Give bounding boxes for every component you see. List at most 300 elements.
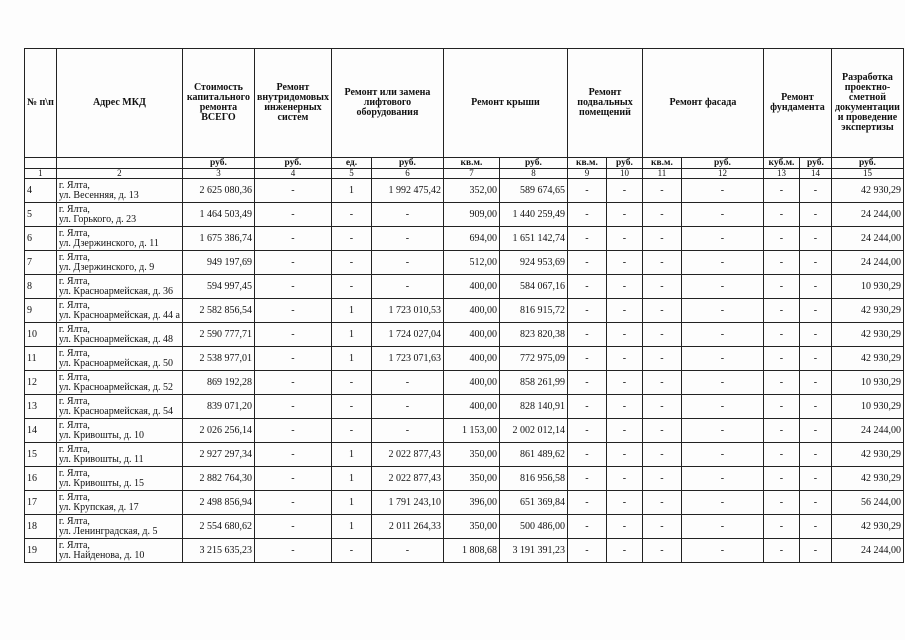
value-cell: - [799,443,831,467]
unit-cell: руб. [799,158,831,169]
value-cell: - [763,467,799,491]
value-cell: - [642,179,681,203]
value-cell: - [642,323,681,347]
unit-cell: ед. [331,158,371,169]
address-cell [56,275,182,299]
col-number: 8 [499,169,567,179]
unit-cell: руб. [371,158,443,169]
value-cell: - [567,491,606,515]
value-cell: 400,00 [443,323,499,347]
col-number: 10 [606,169,642,179]
value-cell: - [567,227,606,251]
value-cell: - [763,347,799,371]
value-cell: 816 915,72 [499,299,567,323]
value-cell: - [681,275,763,299]
value-cell: - [681,347,763,371]
address-cell [56,467,182,491]
col-header-lift: Ремонт или замена лифтового оборудования [331,49,443,158]
value-cell: - [254,203,331,227]
value-cell: 10 930,29 [831,371,903,395]
address-cell [56,203,182,227]
value-cell: - [681,323,763,347]
value-cell: - [254,467,331,491]
value-cell: - [799,491,831,515]
row-number: 6 [25,227,57,251]
value-cell: - [681,443,763,467]
value-cell: 924 953,69 [499,251,567,275]
col-number: 4 [254,169,331,179]
value-cell: - [642,467,681,491]
address-city: г. Ялта, [58,443,90,455]
address-street: ул. Кривошты, д. 15 [58,477,144,489]
value-cell: 858 261,99 [499,371,567,395]
value-cell: - [331,251,371,275]
value-cell: 1 [331,179,371,203]
value-cell: - [371,371,443,395]
value-cell: 400,00 [443,395,499,419]
value-cell: - [567,371,606,395]
value-cell: - [567,347,606,371]
value-cell: - [606,539,642,563]
value-cell: - [606,203,642,227]
col-number: 13 [763,169,799,179]
value-cell: 350,00 [443,515,499,539]
value-cell: 2 498 856,94 [182,491,254,515]
value-cell: - [606,443,642,467]
value-cell: 1 [331,491,371,515]
col-number: 14 [799,169,831,179]
table-body [25,179,904,563]
address-city: г. Ялта, [58,347,90,359]
value-cell: - [371,275,443,299]
col-header-design: Разработка проектно-сметной документации и проведение экспертизы [831,49,903,158]
address-cell [56,371,182,395]
value-cell: 2 022 877,43 [371,443,443,467]
value-cell: - [763,443,799,467]
value-cell: 651 369,84 [499,491,567,515]
value-cell: - [681,251,763,275]
value-cell: - [331,227,371,251]
address-street: ул. Красноармейская, д. 36 [58,285,173,297]
value-cell: - [642,347,681,371]
value-cell: - [642,203,681,227]
value-cell: - [567,323,606,347]
address-cell [56,347,182,371]
value-cell: - [681,179,763,203]
value-cell: 861 489,62 [499,443,567,467]
address-cell [56,491,182,515]
address-city: г. Ялта, [58,515,90,527]
value-cell: - [763,395,799,419]
value-cell: - [763,419,799,443]
value-cell: - [254,179,331,203]
value-cell: - [642,419,681,443]
table-row [25,395,904,419]
address-street: ул. Дзержинского, д. 11 [58,237,159,249]
col-header-basement: Ремонт подвальных помещений [567,49,642,158]
value-cell: - [799,275,831,299]
value-cell: - [606,371,642,395]
value-cell: 2 625 080,36 [182,179,254,203]
value-cell: 949 197,69 [182,251,254,275]
value-cell: 1 [331,299,371,323]
address-cell [56,443,182,467]
value-cell: - [681,419,763,443]
value-cell: 10 930,29 [831,275,903,299]
value-cell: 2 011 264,33 [371,515,443,539]
value-cell: - [642,275,681,299]
value-cell: 1 724 027,04 [371,323,443,347]
table-row [25,347,904,371]
value-cell: - [606,323,642,347]
value-cell: - [799,179,831,203]
row-number: 13 [25,395,57,419]
value-cell: - [799,419,831,443]
value-cell: - [371,251,443,275]
unit-cell: кв.м. [567,158,606,169]
address-cell [56,539,182,563]
value-cell: 352,00 [443,179,499,203]
value-cell: 694,00 [443,227,499,251]
value-cell: - [331,419,371,443]
value-cell: - [763,251,799,275]
value-cell: - [642,227,681,251]
value-cell: 1 651 142,74 [499,227,567,251]
value-cell: - [799,227,831,251]
value-cell: - [763,539,799,563]
col-header-address: Адрес МКД [56,49,182,158]
row-number: 7 [25,251,57,275]
address-city: г. Ялта, [58,371,90,383]
address-cell [56,299,182,323]
value-cell: 24 244,00 [831,539,903,563]
unit-cell-empty [56,158,182,169]
value-cell: 2 582 856,54 [182,299,254,323]
value-cell: - [567,299,606,323]
value-cell: - [642,515,681,539]
value-cell: 1 [331,515,371,539]
column-number-row [25,169,904,179]
address-cell [56,323,182,347]
value-cell: - [763,299,799,323]
address-cell [56,179,182,203]
value-cell: 1 992 475,42 [371,179,443,203]
value-cell: 3 191 391,23 [499,539,567,563]
address-street: ул. Горького, д. 23 [58,213,137,225]
table-row [25,275,904,299]
value-cell: - [331,539,371,563]
address-city: г. Ялта, [58,251,90,263]
unit-cell-empty [25,158,57,169]
value-cell: - [371,419,443,443]
value-cell: - [254,251,331,275]
col-number: 1 [25,169,57,179]
value-cell: - [567,395,606,419]
value-cell: 1 440 259,49 [499,203,567,227]
value-cell: - [606,227,642,251]
value-cell: - [799,515,831,539]
address-street: ул. Красноармейская, д. 52 [58,381,173,393]
table-row [25,539,904,563]
table-row [25,515,904,539]
value-cell: 400,00 [443,347,499,371]
row-number: 9 [25,299,57,323]
value-cell: - [331,275,371,299]
repair-cost-table [24,48,904,563]
value-cell: - [606,515,642,539]
col-header-total: Стоимость капитального ремонта ВСЕГО [182,49,254,158]
value-cell: - [331,395,371,419]
col-header-foundation: Ремонт фундамента [763,49,831,158]
value-cell: 1 464 503,49 [182,203,254,227]
value-cell: - [799,467,831,491]
address-city: г. Ялта, [58,467,90,479]
value-cell: 2 538 977,01 [182,347,254,371]
value-cell: - [606,395,642,419]
value-cell: 1 675 386,74 [182,227,254,251]
row-number: 10 [25,323,57,347]
value-cell: - [642,491,681,515]
address-street: ул. Ленинградская, д. 5 [58,525,158,537]
address-street: ул. Красноармейская, д. 48 [58,333,173,345]
value-cell: 909,00 [443,203,499,227]
value-cell: - [371,227,443,251]
row-number: 19 [25,539,57,563]
value-cell: - [763,275,799,299]
address-city: г. Ялта, [58,179,90,191]
value-cell: 42 930,29 [831,347,903,371]
value-cell: 1 [331,323,371,347]
value-cell: 42 930,29 [831,179,903,203]
value-cell: 24 244,00 [831,419,903,443]
value-cell: 10 930,29 [831,395,903,419]
unit-cell: руб. [606,158,642,169]
value-cell: - [254,419,331,443]
value-cell: - [681,491,763,515]
value-cell: 1 153,00 [443,419,499,443]
value-cell: 42 930,29 [831,443,903,467]
value-cell: - [254,299,331,323]
value-cell: - [799,251,831,275]
unit-cell: руб. [499,158,567,169]
row-number: 4 [25,179,57,203]
address-city: г. Ялта, [58,491,90,503]
value-cell: - [642,251,681,275]
value-cell: - [567,251,606,275]
table-row [25,443,904,467]
table-row [25,179,904,203]
value-cell: - [763,179,799,203]
address-cell [56,419,182,443]
value-cell: - [642,395,681,419]
value-cell: - [567,275,606,299]
table-row [25,299,904,323]
address-city: г. Ялта, [58,203,90,215]
value-cell: - [763,323,799,347]
value-cell: 2 002 012,14 [499,419,567,443]
value-cell: 1 [331,443,371,467]
value-cell: 2 554 680,62 [182,515,254,539]
value-cell: - [642,371,681,395]
value-cell: 594 997,45 [182,275,254,299]
value-cell: - [799,371,831,395]
value-cell: 869 192,28 [182,371,254,395]
value-cell: 42 930,29 [831,299,903,323]
value-cell: 1 723 010,53 [371,299,443,323]
value-cell: - [763,203,799,227]
value-cell: 42 930,29 [831,467,903,491]
value-cell: - [606,179,642,203]
address-city: г. Ялта, [58,275,90,287]
value-cell: - [681,515,763,539]
col-number: 5 [331,169,371,179]
value-cell: - [567,419,606,443]
address-street: ул. Весенняя, д. 13 [58,189,139,201]
address-city: г. Ялта, [58,227,90,239]
value-cell: - [606,275,642,299]
table-row [25,323,904,347]
value-cell: - [254,323,331,347]
value-cell: - [254,347,331,371]
address-cell [56,251,182,275]
value-cell: - [371,539,443,563]
col-header-facade: Ремонт фасада [642,49,763,158]
value-cell: - [371,395,443,419]
value-cell: - [606,299,642,323]
row-number: 17 [25,491,57,515]
value-cell: - [681,371,763,395]
header-row [25,49,904,158]
col-number: 15 [831,169,903,179]
value-cell: - [254,371,331,395]
value-cell: 400,00 [443,299,499,323]
col-header-roof: Ремонт крыши [443,49,567,158]
value-cell: - [331,203,371,227]
value-cell: - [567,443,606,467]
value-cell: 816 956,58 [499,467,567,491]
address-street: ул. Красноармейская, д. 50 [58,357,173,369]
row-number: 16 [25,467,57,491]
value-cell: - [681,227,763,251]
value-cell: 1 723 071,63 [371,347,443,371]
col-number: 11 [642,169,681,179]
value-cell: - [606,491,642,515]
value-cell: 400,00 [443,275,499,299]
col-number: 6 [371,169,443,179]
address-cell [56,227,182,251]
value-cell: - [371,203,443,227]
address-city: г. Ялта, [58,395,90,407]
value-cell: 2 590 777,71 [182,323,254,347]
address-city: г. Ялта, [58,539,90,551]
value-cell: - [606,467,642,491]
value-cell: 2 882 764,30 [182,467,254,491]
value-cell: 828 140,91 [499,395,567,419]
address-cell [56,395,182,419]
address-street: ул. Крупская, д. 17 [58,501,139,513]
value-cell: 396,00 [443,491,499,515]
table-row [25,251,904,275]
value-cell: 42 930,29 [831,323,903,347]
value-cell: - [799,347,831,371]
address-street: ул. Красноармейская, д. 54 [58,405,173,417]
value-cell: - [567,515,606,539]
table-row [25,491,904,515]
address-street: ул. Дзержинского, д. 9 [58,261,155,273]
value-cell: 2 022 877,43 [371,467,443,491]
col-number: 12 [681,169,763,179]
value-cell: - [567,179,606,203]
value-cell: - [254,227,331,251]
value-cell: 24 244,00 [831,203,903,227]
address-street: ул. Кривошты, д. 10 [58,429,144,441]
address-street: ул. Найденова, д. 10 [58,549,145,561]
value-cell: - [799,323,831,347]
row-number: 11 [25,347,57,371]
value-cell: - [567,539,606,563]
value-cell: - [254,443,331,467]
unit-cell: кв.м. [443,158,499,169]
value-cell: - [254,395,331,419]
value-cell: - [567,203,606,227]
value-cell: - [642,539,681,563]
value-cell: 500 486,00 [499,515,567,539]
value-cell: 2 026 256,14 [182,419,254,443]
value-cell: 350,00 [443,467,499,491]
value-cell: - [763,515,799,539]
row-number: 15 [25,443,57,467]
value-cell: 512,00 [443,251,499,275]
col-header-no: № п\п [25,49,57,158]
value-cell: - [567,467,606,491]
value-cell: - [331,371,371,395]
value-cell: - [681,467,763,491]
value-cell: 56 244,00 [831,491,903,515]
address-cell [56,515,182,539]
value-cell: 1 [331,467,371,491]
value-cell: - [681,203,763,227]
col-number: 3 [182,169,254,179]
table-row [25,227,904,251]
value-cell: - [254,515,331,539]
value-cell: - [606,347,642,371]
value-cell: - [254,275,331,299]
table-row [25,203,904,227]
table-row [25,371,904,395]
address-city: г. Ялта, [58,299,90,311]
value-cell: 772 975,09 [499,347,567,371]
address-street: ул. Красноармейская, д. 44 а [58,309,180,321]
value-cell: - [763,371,799,395]
value-cell: 839 071,20 [182,395,254,419]
value-cell: - [254,491,331,515]
value-cell: - [799,395,831,419]
value-cell: - [681,539,763,563]
row-number: 5 [25,203,57,227]
table-row [25,467,904,491]
row-number: 18 [25,515,57,539]
value-cell: - [642,299,681,323]
unit-cell: руб. [831,158,903,169]
value-cell: - [254,539,331,563]
value-cell: - [799,203,831,227]
table-row [25,419,904,443]
value-cell: - [799,539,831,563]
unit-cell: руб. [254,158,331,169]
address-city: г. Ялта, [58,419,90,431]
value-cell: - [606,419,642,443]
value-cell: 24 244,00 [831,251,903,275]
